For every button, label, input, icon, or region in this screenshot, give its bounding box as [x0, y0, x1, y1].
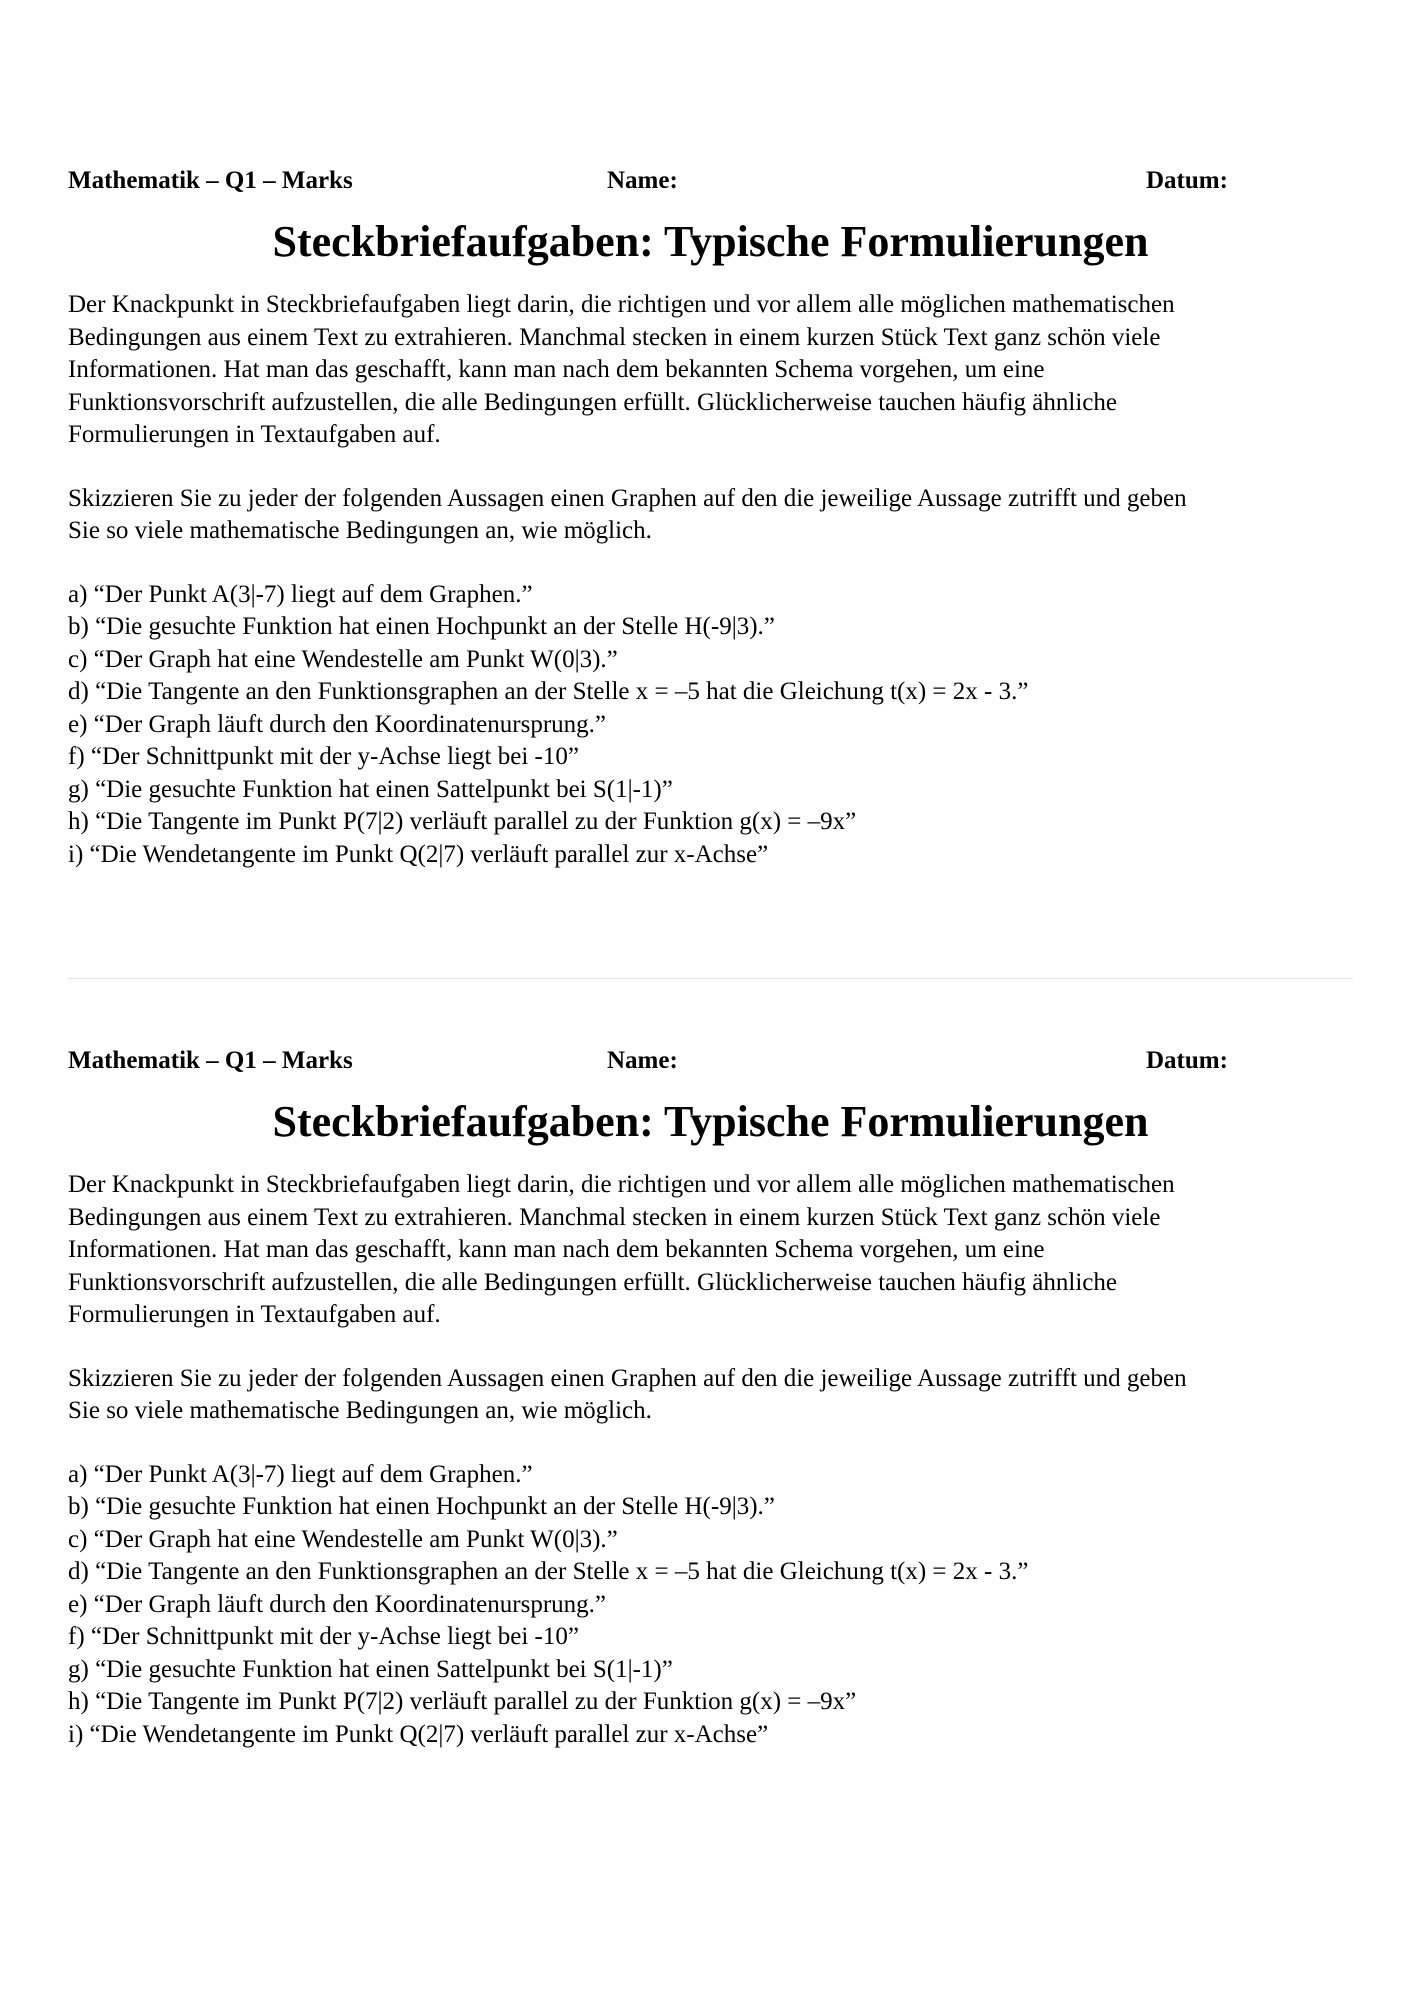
task-item-d: d) “Die Tangente an den Funktionsgraphen an der Stelle x = –5 hat die Gleichung t(x) = 2x - 3.”	[68, 678, 1029, 705]
intro-line: Informationen. Hat man das geschafft, kann man nach dem bekannten Schema vorgehen, um eine	[68, 356, 1045, 383]
task-list	[68, 1459, 1353, 1752]
worksheet-title: Steckbriefaufgaben: Typische Formulierungen	[272, 1097, 1149, 1146]
task-item-g: g) “Die gesuchte Funktion hat einen Sattelpunkt bei S(1|-1)”	[68, 1655, 673, 1683]
instruction-line: Skizzieren Sie zu jeder der folgenden Aussagen einen Graphen auf den die jeweilige Aussage zutrifft und geben	[68, 484, 1187, 512]
task-list	[68, 579, 1353, 872]
task-item-h: h) “Die Tangente im Punkt P(7|2) verläuft parallel zu der Funktion g(x) = –9x”	[68, 1688, 857, 1715]
task-item-a: a) “Der Punkt A(3|-7) liegt auf dem Graphen.”	[68, 580, 533, 608]
cut-divider	[68, 978, 1353, 979]
task-item-h: h) “Die Tangente im Punkt P(7|2) verläuft parallel zu der Funktion g(x) = –9x”	[68, 808, 857, 835]
instruction-line: Sie so viele mathematische Bedingungen an, wie möglich.	[68, 517, 652, 544]
intro-line: Bedingungen aus einem Text zu extrahieren. Manchmal stecken in einem kurzen Stück Text ganz schön viele	[68, 323, 1161, 351]
worksheet-title: Steckbriefaufgaben: Typische Formulierungen	[272, 217, 1149, 266]
task-item-b: b) “Die gesuchte Funktion hat einen Hochpunkt an der Stelle H(-9|3).”	[68, 613, 775, 640]
task-item-a: a) “Der Punkt A(3|-7) liegt auf dem Graphen.”	[68, 1460, 533, 1488]
course-label: Mathematik – Q1 – Marks	[68, 1047, 353, 1074]
task-item-g: g) “Die gesuchte Funktion hat einen Sattelpunkt bei S(1|-1)”	[68, 775, 673, 803]
date-label: Datum:	[1146, 1047, 1228, 1074]
intro-line: Funktionsvorschrift aufzustellen, die alle Bedingungen erfüllt. Glücklicherweise tauchen häufig ähnliche	[68, 388, 1117, 416]
task-item-b: b) “Die gesuchte Funktion hat einen Hochpunkt an der Stelle H(-9|3).”	[68, 1493, 775, 1520]
worksheet-bottom	[68, 1043, 1353, 1751]
intro-paragraph	[68, 289, 1353, 452]
task-item-i: i) “Die Wendetangente im Punkt Q(2|7) verläuft parallel zur x-Achse”	[68, 840, 769, 868]
instruction-line: Sie so viele mathematische Bedingungen an, wie möglich.	[68, 1397, 652, 1424]
date-label: Datum:	[1146, 167, 1228, 194]
task-item-i: i) “Die Wendetangente im Punkt Q(2|7) verläuft parallel zur x-Achse”	[68, 1720, 769, 1748]
worksheet-header	[68, 1043, 1353, 1079]
task-item-e: e) “Der Graph läuft durch den Koordinatenursprung.”	[68, 710, 606, 738]
intro-line: Bedingungen aus einem Text zu extrahieren. Manchmal stecken in einem kurzen Stück Text ganz schön viele	[68, 1203, 1161, 1231]
intro-paragraph	[68, 1169, 1353, 1332]
name-label: Name:	[607, 1047, 678, 1074]
intro-line: Informationen. Hat man das geschafft, kann man nach dem bekannten Schema vorgehen, um eine	[68, 1236, 1045, 1263]
task-item-c: c) “Der Graph hat eine Wendestelle am Punkt W(0|3).”	[68, 645, 618, 673]
instruction-paragraph	[68, 483, 1358, 548]
worksheet-header	[68, 163, 1353, 199]
intro-line: Der Knackpunkt in Steckbriefaufgaben liegt darin, die richtigen und vor allem alle möglichen mathematischen	[68, 1171, 1175, 1198]
instruction-line: Skizzieren Sie zu jeder der folgenden Aussagen einen Graphen auf den die jeweilige Aussage zutrifft und geben	[68, 1364, 1187, 1392]
name-label: Name:	[607, 167, 678, 194]
course-label: Mathematik – Q1 – Marks	[68, 167, 353, 194]
intro-line: Formulierungen in Textaufgaben auf.	[68, 1301, 441, 1328]
task-item-d: d) “Die Tangente an den Funktionsgraphen an der Stelle x = –5 hat die Gleichung t(x) = 2x - 3.”	[68, 1558, 1029, 1585]
task-item-f: f) “Der Schnittpunkt mit der y-Achse liegt bei -10”	[68, 1623, 579, 1650]
task-item-f: f) “Der Schnittpunkt mit der y-Achse liegt bei -10”	[68, 743, 579, 770]
task-item-c: c) “Der Graph hat eine Wendestelle am Punkt W(0|3).”	[68, 1525, 618, 1553]
task-item-e: e) “Der Graph läuft durch den Koordinatenursprung.”	[68, 1590, 606, 1618]
intro-line: Der Knackpunkt in Steckbriefaufgaben liegt darin, die richtigen und vor allem alle möglichen mathematischen	[68, 291, 1175, 318]
intro-line: Funktionsvorschrift aufzustellen, die alle Bedingungen erfüllt. Glücklicherweise tauchen häufig ähnliche	[68, 1268, 1117, 1296]
worksheet-top	[68, 163, 1353, 871]
intro-line: Formulierungen in Textaufgaben auf.	[68, 421, 441, 448]
instruction-paragraph	[68, 1363, 1358, 1428]
